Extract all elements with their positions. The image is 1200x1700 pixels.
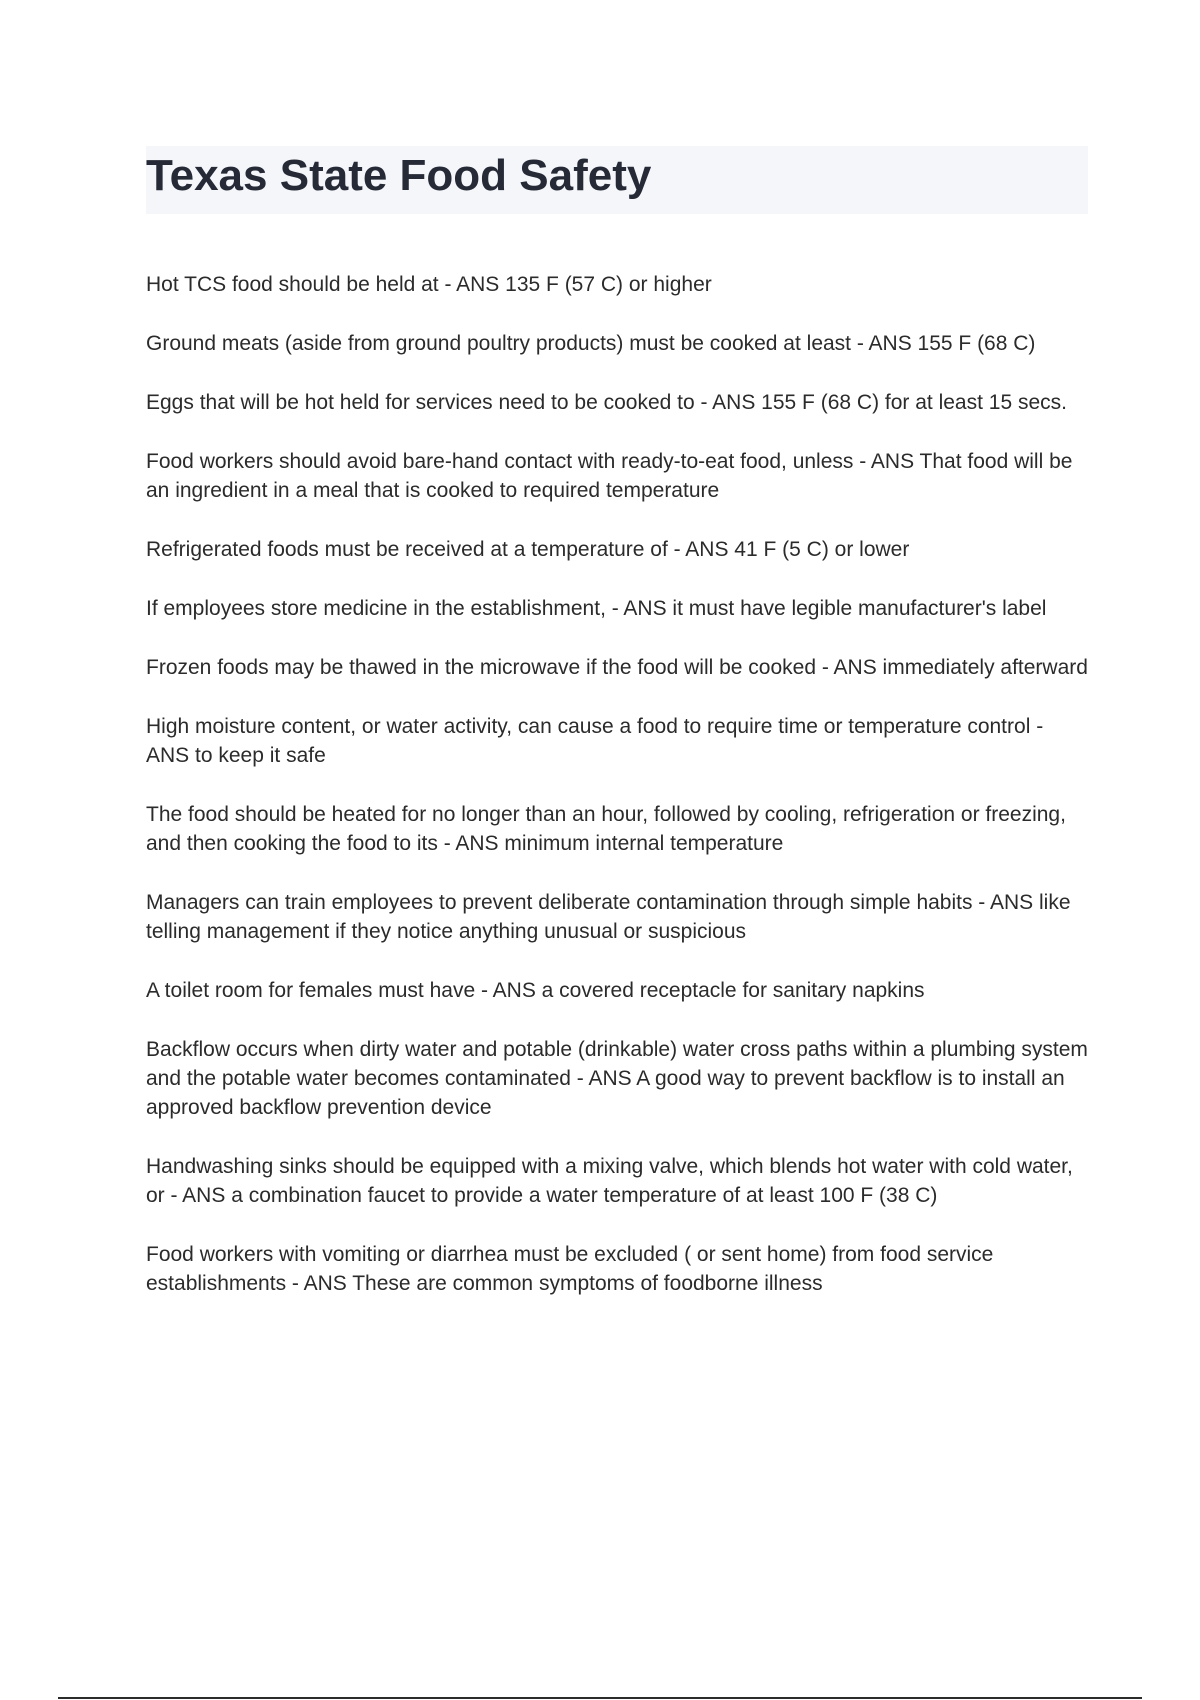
qa-item: Frozen foods may be thawed in the microwave if the food will be cooked - ANS immediately afterward	[146, 656, 1088, 679]
title-banner	[146, 146, 1088, 214]
qa-item: Eggs that will be hot held for services need to be cooked to - ANS 155 F (68 C) for at least 15 secs.	[146, 391, 1067, 414]
qa-item: Food workers should avoid bare-hand contact with ready-to-eat food, unless - ANS That food will be an ingredient in a meal that is cooked to required temperature	[146, 450, 1073, 502]
qa-item: Ground meats (aside from ground poultry products) must be cooked at least - ANS 155 F (68 C)	[146, 332, 1036, 355]
qa-item: A toilet room for females must have - ANS a covered receptacle for sanitary napkins	[146, 979, 925, 1002]
qa-item: Food workers with vomiting or diarrhea must be excluded ( or sent home) from food service establishments - ANS These are common symptoms of foodborne illness	[146, 1243, 994, 1295]
qa-item: Handwashing sinks should be equipped with a mixing valve, which blends hot water with cold water, or - ANS a combination faucet to provide a water temperature of at least 100 F (38 C)	[146, 1155, 1073, 1207]
qa-item: Refrigerated foods must be received at a temperature of - ANS 41 F (5 C) or lower	[146, 538, 910, 561]
qa-item: High moisture content, or water activity, can cause a food to require time or temperature control - ANS to keep it safe	[146, 715, 1044, 767]
qa-item: The food should be heated for no longer than an hour, followed by cooling, refrigeration or freezing, and then cooking the food to its - ANS minimum internal temperature	[146, 803, 1066, 855]
qa-item: Hot TCS food should be held at - ANS 135 F (57 C) or higher	[146, 273, 712, 296]
qa-item: Managers can train employees to prevent deliberate contamination through simple habits - ANS like telling management if they notice anything unusual or suspicious	[146, 891, 1071, 943]
qa-item: Backflow occurs when dirty water and potable (drinkable) water cross paths within a plumbing system and the potable water becomes contaminated - ANS A good way to prevent backflow is to install an approved backflow prevention device	[146, 1038, 1088, 1119]
footer-divider	[58, 1697, 1142, 1699]
qa-item: If employees store medicine in the establishment, - ANS it must have legible manufacturer's label	[146, 597, 1047, 620]
page-title: Texas State Food Safety	[146, 151, 652, 200]
qa-list	[146, 270, 1091, 1328]
